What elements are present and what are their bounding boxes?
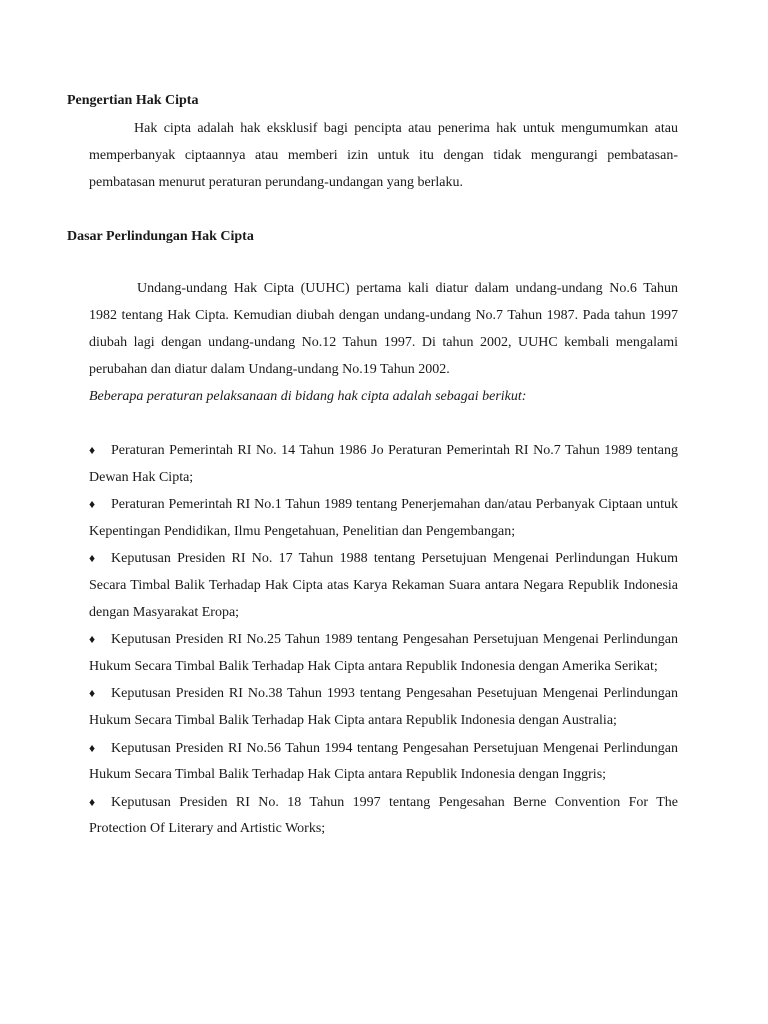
list-item xyxy=(89,545,678,626)
diamond-bullet-icon: ♦ xyxy=(89,794,96,809)
regulations-intro: Beberapa peraturan pelaksanaan di bidang hak cipta adalah sebagai berikut: xyxy=(89,389,527,404)
section-heading-pengertian: Pengertian Hak Cipta xyxy=(67,93,199,108)
list-item xyxy=(89,491,678,545)
diamond-bullet-icon: ♦ xyxy=(89,551,96,566)
list-item-text: Peraturan Pemerintah RI No.1 Tahun 1989 tentang Penerjemahan dan/atau Perbanyak Ciptaan untuk Kepentingan Pendidikan, Ilmu Pengetahuan, Penelitian dan Pengembangan; xyxy=(89,497,678,539)
list-item xyxy=(89,437,678,491)
list-item-text: Keputusan Presiden RI No. 18 Tahun 1997 tentang Pengesahan Berne Convention For The Protection Of Literary and Artistic Works; xyxy=(89,794,678,837)
list-item xyxy=(89,626,678,680)
diamond-bullet-icon: ♦ xyxy=(89,497,96,512)
list-item-text: Peraturan Pemerintah RI No. 14 Tahun 1986 Jo Peraturan Pemerintah RI No.7 Tahun 1989 tentang Dewan Hak Cipta; xyxy=(89,443,678,485)
diamond-bullet-icon: ♦ xyxy=(89,632,96,647)
list-item-text: Keputusan Presiden RI No.25 Tahun 1989 tentang Pengesahan Persetujuan Mengenai Perlindungan Hukum Secara Timbal Balik Terhadap Hak Cipta antara Republik Indonesia dengan Amerika Serikat; xyxy=(89,632,678,674)
list-item-text: Keputusan Presiden RI No.38 Tahun 1993 tentang Pengesahan Pesetujuan Mengenai Perlindungan Hukum Secara Timbal Balik Terhadap Hak Cipta antara Republik Indonesia dengan Australia; xyxy=(89,686,678,728)
document-page xyxy=(67,0,678,1024)
diamond-bullet-icon: ♦ xyxy=(89,443,96,457)
paragraph-pengertian xyxy=(89,115,678,196)
regulations-list xyxy=(89,437,678,843)
section-heading-dasar-perlindungan: Dasar Perlindungan Hak Cipta xyxy=(67,229,254,244)
paragraph-dasar-perlindungan-text: Undang-undang Hak Cipta (UUHC) pertama kali diatur dalam undang-undang No.6 Tahun 1982 tentang Hak Cipta. Kemudian diubah dengan undang-undang No.7 Tahun 1987. Pada tahun 1997 diubah lagi dengan undang-undang No.12 Tahun 1997. Di tahun 2002, UUHC kembali mengalami perubahan dan diatur dalam Undang-undang No.19 Tahun 2002. xyxy=(89,281,678,377)
diamond-bullet-icon: ♦ xyxy=(89,740,96,755)
list-item xyxy=(89,680,678,734)
list-item xyxy=(89,735,678,789)
paragraph-dasar-perlindungan xyxy=(89,275,678,383)
list-item-text: Keputusan Presiden RI No.56 Tahun 1994 tentang Pengesahan Persetujuan Mengenai Perlindungan Hukum Secara Timbal Balik Terhadap Hak Cipta antara Republik Indonesia dengan Inggris; xyxy=(89,740,678,783)
diamond-bullet-icon: ♦ xyxy=(89,686,96,701)
list-item-text: Keputusan Presiden RI No. 17 Tahun 1988 tentang Persetujuan Mengenai Perlindungan Hukum Secara Timbal Balik Terhadap Hak Cipta atas Karya Rekaman Suara antara Negara Republik Indonesia dengan Masyarakat Eropa; xyxy=(89,551,678,620)
paragraph-pengertian-text: Hak cipta adalah hak eksklusif bagi pencipta atau penerima hak untuk mengumumkan atau memperbanyak ciptaannya atau memberi izin untuk itu dengan tidak mengurangi pembatasan-pembatasan menurut peraturan perundang-undangan yang berlaku. xyxy=(89,121,678,190)
list-item xyxy=(89,789,678,843)
